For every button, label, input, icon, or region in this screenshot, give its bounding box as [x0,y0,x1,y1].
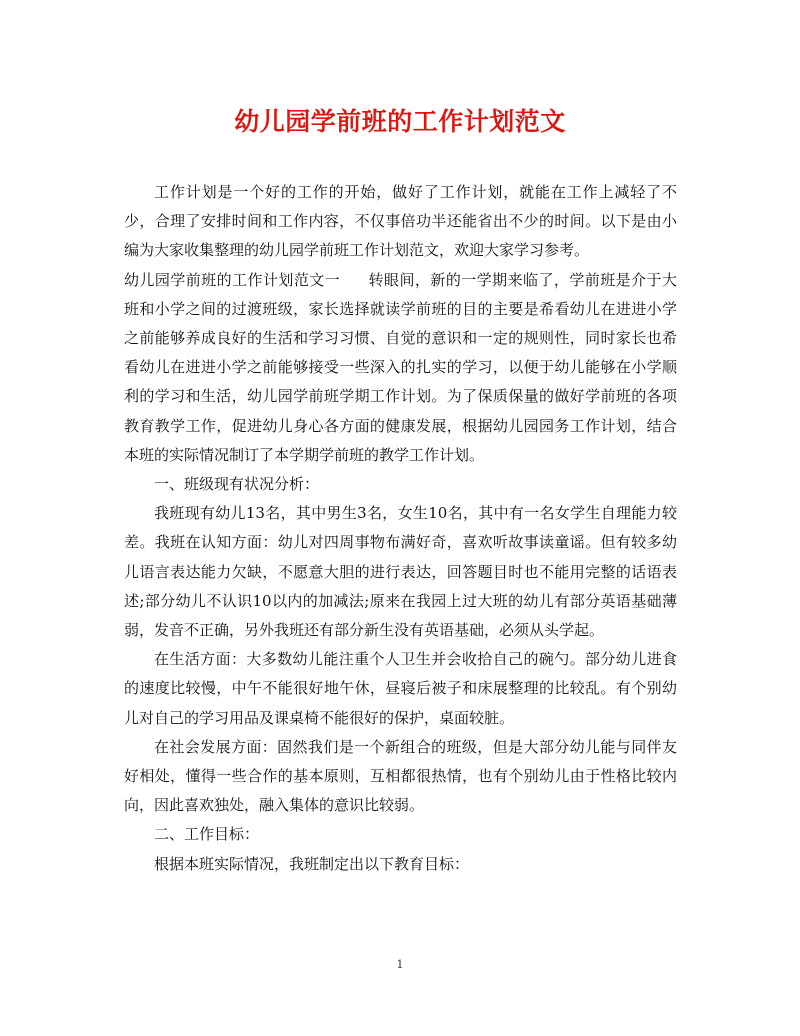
heading-work-goals: 二、工作目标： [154,825,260,844]
intro-paragraph: 工作计划是一个好的工作的开始，做好了工作计划，就能在工作上减轻了不少，合理了安排时间和工作内容，不仅事倍功半还能省出不少的时间。以下是由小编为大家收集整理的幼儿园学前班工作计划范文，欢迎大家学习参考。 [124,183,677,260]
page-number: 1 [396,958,404,971]
life-paragraph: 在生活方面：大多数幼儿能注重个人卫生并会收拾自己的碗勺。部分幼儿进食的速度比较慢，中午不能很好地午休，昼寝后被子和床展整理的比较乱。有个别幼儿对自己的学习用品及课桌椅不能很好的保护，桌面较脏。 [124,650,677,727]
section-paragraph [124,266,677,470]
class-status-paragraph: 我班现有幼儿13名，其中男生3名，女生10名，其中有一名女学生自理能力较差。我班在认知方面：幼儿对四周事物布满好奇，喜欢听故事读童谣。但有较多幼儿语言表达能力欠缺，不愿意大胆的进行表达，回答题目时也不能用完整的话语表述;部分幼儿不认识10以内的加减法;原来在我园上过大班的幼儿有部分英语基础薄弱，发音不正确，另外我班还有部分新生没有英语基础，必须从头学起。 [124,504,677,640]
document-body [124,178,677,879]
goal-paragraph: 根据本班实际情况，我班制定出以下教育目标： [154,854,470,873]
section-label: 幼儿园学前班的工作计划范文一 [124,270,341,289]
heading-class-status: 一、班级现有状况分析： [154,475,320,494]
section-body: 转眼间，新的一学期来临了，学前班是介于大班和小学之间的过渡班级，家长选择就读学前班的目的主要是希看幼儿在进进小学之前能够养成良好的生活和学习习惯、自觉的意识和一定的规则性，同时家长也希看幼儿在进进小学之前能够接受一些深入的扎实的学习，以便于幼儿能够在小学顺利的学习和生活，幼儿园学前班学期工作计划。为了保质保量的做好学前班的各项教育教学工作，促进幼儿身心各方面的健康发展，根据幼儿园园务工作计划，结合本班的实际情况制订了本学期学前班的教学工作计划。 [124,270,677,464]
page-title: 幼儿园学前班的工作计划范文 [234,107,566,136]
social-paragraph: 在社会发展方面：固然我们是一个新组合的班级，但是大部分幼儿能与同伴友好相处，懂得一些合作的基本原则，互相都很热情，也有个别幼儿由于性格比较内向，因此喜欢独处，融入集体的意识比较弱。 [124,737,677,815]
